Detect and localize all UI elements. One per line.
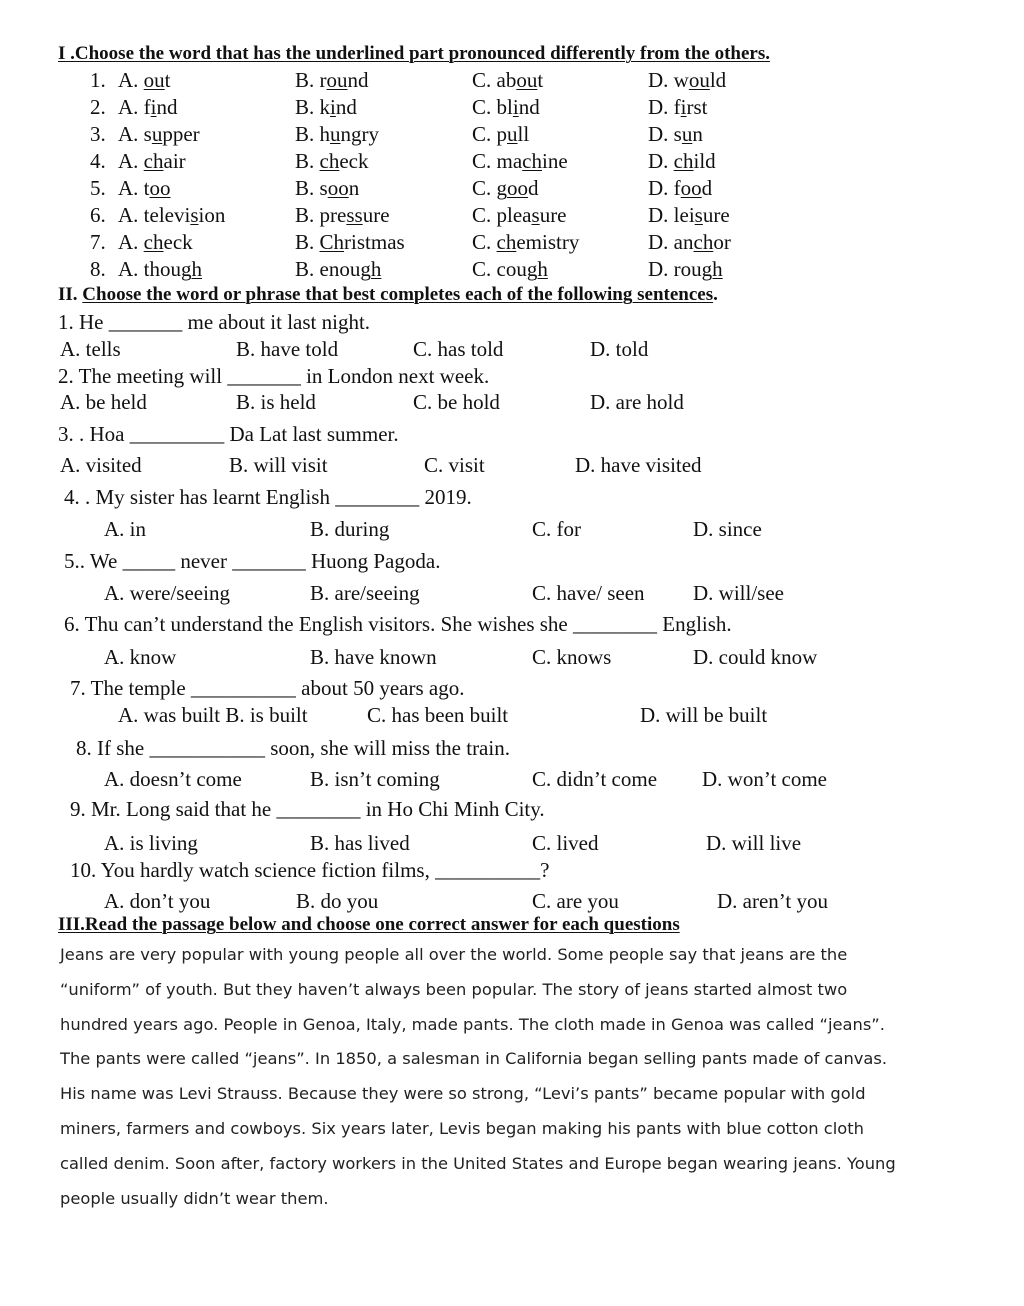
option-letter: C. [472, 68, 492, 92]
answer-option[interactable]: B. will visit [229, 453, 328, 477]
reading-passage [60, 938, 950, 1216]
option-letter: B. [295, 176, 315, 200]
word-prefix: ma [496, 149, 523, 173]
answer-option[interactable]: A. be held [60, 390, 147, 414]
answer-option[interactable] [648, 232, 731, 253]
answer-option[interactable]: D. aren’t you [717, 889, 828, 913]
question-number: 5. [90, 176, 106, 200]
option-letter: A. [118, 68, 139, 92]
option-letter: B. [295, 149, 315, 173]
word-suffix: n [348, 176, 360, 200]
answer-option[interactable] [295, 205, 390, 226]
word-prefix: s [673, 122, 682, 146]
question-number: 4. [90, 149, 106, 173]
word-prefix: k [319, 95, 331, 119]
underlined-sound: u [507, 122, 518, 146]
option-letter: C. [472, 122, 492, 146]
word-suffix: emistry [516, 230, 580, 254]
word-suffix: ine [542, 149, 568, 173]
underlined-sound: i [330, 95, 336, 119]
answer-option[interactable]: D. have visited [575, 453, 702, 477]
answer-option[interactable]: D. will/see [693, 581, 784, 605]
option-letter: A. [118, 176, 139, 200]
answer-option[interactable]: A. visited [60, 453, 142, 477]
underlined-sound: s [531, 203, 540, 227]
word-prefix: p [496, 122, 508, 146]
answer-option[interactable]: C. knows [532, 645, 612, 669]
answer-option[interactable] [118, 178, 171, 199]
word-suffix: t [537, 68, 544, 92]
option-letter: C. [472, 230, 492, 254]
word-prefix: r [319, 68, 327, 92]
answer-option[interactable] [648, 70, 726, 91]
answer-option[interactable]: C. have/ seen [532, 581, 645, 605]
underlined-sound: i [680, 95, 687, 119]
word-suffix: ure [702, 203, 730, 227]
answer-option[interactable] [118, 232, 193, 253]
answer-option[interactable]: B. isn’t coming [310, 767, 440, 791]
option-letter: C. [472, 257, 492, 281]
answer-option[interactable] [648, 178, 712, 199]
underlined-sound: ou [516, 68, 538, 92]
answer-option[interactable]: D. since [693, 517, 762, 541]
question-text: 4. . My sister has learnt English ________ 2019. [64, 485, 472, 509]
answer-option[interactable]: D. won’t come [702, 767, 828, 791]
underlined-sound: ch [143, 149, 164, 173]
word-prefix: bl [496, 95, 513, 119]
answer-option[interactable]: B. have told [236, 337, 339, 361]
option-letter: A. [118, 203, 139, 227]
answer-option[interactable] [118, 259, 202, 280]
answer-option[interactable] [472, 124, 529, 145]
underlined-sound: i [512, 95, 519, 119]
answer-option[interactable]: C. for [532, 517, 581, 541]
word-suffix: ngry [340, 122, 380, 146]
answer-option[interactable]: D. will live [706, 831, 802, 855]
option-letter: D. [648, 257, 669, 281]
word-suffix: or [713, 230, 731, 254]
question-number: 2. [90, 95, 106, 119]
answer-option[interactable] [295, 97, 357, 118]
answer-option[interactable] [295, 259, 381, 280]
word-suffix: ild [693, 149, 716, 173]
underlined-sound: oo [327, 176, 349, 200]
passage-line: The pants were called “jeans”. In 1850, a salesman in California began selling pants made of canvas. [60, 1049, 888, 1069]
answer-option[interactable]: C. be hold [413, 390, 500, 414]
answer-option[interactable] [118, 124, 200, 145]
option-letter: D. [648, 149, 669, 173]
word-suffix: nd [347, 68, 369, 92]
word-prefix: w [673, 68, 689, 92]
answer-option[interactable]: B. during [310, 517, 390, 541]
answer-option[interactable] [472, 151, 568, 172]
word-suffix: nd [335, 95, 357, 119]
word-suffix: nd [518, 95, 540, 119]
option-letter: A. [118, 149, 139, 173]
underlined-sound: u [681, 122, 693, 146]
word-prefix: h [319, 122, 331, 146]
answer-option[interactable]: A. tells [60, 337, 121, 361]
option-letter: C. [472, 203, 492, 227]
option-letter: B. [295, 257, 315, 281]
answer-option[interactable]: D. told [590, 337, 649, 361]
underlined-sound: u [151, 122, 163, 146]
option-letter: A. [118, 257, 139, 281]
answer-option[interactable]: B. is held [236, 390, 316, 414]
question-number: 8. [90, 257, 106, 281]
underlined-sound: s [694, 203, 703, 227]
answer-option[interactable]: C. lived [532, 831, 599, 855]
word-suffix: rst [686, 95, 708, 119]
answer-option[interactable]: B. are/seeing [310, 581, 420, 605]
underlined-sound: ch [143, 230, 164, 254]
underlined-sound: gh [181, 257, 203, 281]
option-letter: D. [648, 95, 669, 119]
answer-option[interactable] [118, 70, 171, 91]
word-suffix: air [163, 149, 186, 173]
option-letter: B. [295, 230, 315, 254]
answer-option[interactable]: B. have known [310, 645, 437, 669]
passage-line: Jeans are very popular with young people all over the world. Some people say that jeans are the [60, 945, 848, 964]
question-text: 8. If she ___________ soon, she will miss the train. [76, 736, 510, 760]
question-number: 3. [90, 122, 106, 146]
answer-option[interactable] [472, 259, 548, 280]
word-prefix: s [143, 122, 152, 146]
word-prefix: f [673, 95, 681, 119]
answer-option[interactable] [648, 205, 730, 226]
word-prefix: thou [143, 257, 182, 281]
option-letter: C. [472, 176, 492, 200]
option-letter: B. [295, 203, 315, 227]
question-text: 3. . Hoa _________ Da Lat last summer. [58, 422, 399, 446]
word-suffix: eck [163, 230, 193, 254]
answer-option[interactable]: A. in [104, 517, 146, 541]
passage-line: His name was Levi Strauss. Because they were so strong, “Levi’s pants” became popular with gold [60, 1084, 866, 1104]
underlined-sound: i [150, 95, 157, 119]
underlined-sound: Ch [319, 230, 345, 254]
answer-option[interactable] [472, 178, 539, 199]
passage-line: called denim. Soon after, factory workers in the United States and Europe began wearing jeans. Young [60, 1153, 896, 1173]
answer-option[interactable] [472, 70, 543, 91]
answer-option[interactable] [295, 232, 405, 253]
section-1-title: I .Choose the word that has the underlined part pronounced differently from the others. [58, 43, 770, 64]
answer-option[interactable] [295, 70, 369, 91]
option-letter: B. [295, 122, 315, 146]
answer-option[interactable]: D. could know [693, 645, 818, 669]
answer-option[interactable] [118, 205, 225, 226]
answer-option[interactable] [472, 232, 579, 253]
word-prefix: lei [673, 203, 695, 227]
section-3-title: III.Read the passage below and choose one correct answer for each questions [58, 914, 680, 935]
word-suffix: d [701, 176, 713, 200]
underlined-sound: ch [673, 149, 694, 173]
word-prefix: f [673, 176, 681, 200]
section-2-title-text: Choose the word or phrase that best completes each of the following sentences [82, 284, 714, 305]
underlined-sound: ss [346, 203, 363, 227]
underlined-sound: oo [507, 176, 529, 200]
question-number: 7. [90, 230, 106, 254]
option-letter: A. [118, 95, 139, 119]
question-number: 1. [90, 68, 106, 92]
answer-option[interactable] [648, 124, 703, 145]
option-letter: D. [648, 176, 669, 200]
answer-option[interactable] [118, 97, 178, 118]
question-text: 2. The meeting will _______ in London next week. [58, 364, 490, 388]
option-letter: C. [472, 95, 492, 119]
underlined-sound: gh [701, 257, 723, 281]
option-letter: D. [648, 203, 669, 227]
option-letter: B. [295, 95, 315, 119]
answer-option[interactable]: D. are hold [590, 390, 684, 414]
word-prefix: rou [673, 257, 702, 281]
underlined-sound: oo [680, 176, 702, 200]
question-text: 5.. We _____ never _______ Huong Pagoda. [64, 549, 441, 573]
option-letter: A. [118, 122, 139, 146]
answer-option[interactable]: A. don’t you [104, 889, 211, 913]
underlined-sound: oo [149, 176, 171, 200]
answer-option[interactable] [295, 178, 359, 199]
question-text: 9. Mr. Long said that he ________ in Ho Chi Minh City. [70, 797, 545, 821]
word-suffix: pper [162, 122, 200, 146]
underlined-sound: ch [522, 149, 542, 173]
passage-line: hundred years ago. People in Genoa, Italy, made pants. The cloth made in Genoa was called “jeans”. [60, 1014, 885, 1034]
word-suffix: t [164, 68, 171, 92]
underlined-sound: ch [496, 230, 517, 254]
answer-option[interactable] [472, 97, 540, 118]
word-prefix: f [143, 95, 151, 119]
underlined-sound: ou [326, 68, 348, 92]
word-suffix: ll [517, 122, 530, 146]
word-prefix: s [319, 176, 328, 200]
underlined-sound: ch [693, 230, 714, 254]
answer-option[interactable] [295, 151, 369, 172]
option-letter: D. [648, 230, 669, 254]
passage-line: people usually didn’t wear them. [60, 1188, 329, 1208]
word-prefix: plea [496, 203, 532, 227]
word-suffix: ld [709, 68, 727, 92]
word-prefix: ab [496, 68, 517, 92]
underlined-sound: ou [688, 68, 710, 92]
option-letter: A. [118, 230, 139, 254]
answer-option[interactable]: B. do you [296, 889, 379, 913]
word-suffix: n [692, 122, 703, 146]
underlined-sound: ch [319, 149, 340, 173]
word-prefix: pre [319, 203, 347, 227]
question-text: 6. Thu can’t understand the English visitors. She wishes she ________ English. [64, 612, 732, 636]
underlined-sound: ou [143, 68, 165, 92]
answer-option[interactable]: D. will be built [640, 703, 768, 727]
answer-option[interactable] [648, 259, 723, 280]
word-suffix: ure [539, 203, 567, 227]
question-text: 10. You hardly watch science fiction films, __________? [70, 858, 550, 882]
answer-option[interactable] [648, 97, 708, 118]
answer-option[interactable]: C. has told [413, 337, 504, 361]
answer-option[interactable]: A. know [104, 645, 177, 669]
word-suffix: ure [362, 203, 390, 227]
question-number: 6. [90, 203, 106, 227]
answer-option[interactable]: C. are you [532, 889, 619, 913]
word-suffix: nd [156, 95, 178, 119]
word-prefix: cou [496, 257, 527, 281]
word-suffix: ristmas [344, 230, 405, 254]
answer-option[interactable] [648, 151, 716, 172]
underlined-sound: s [190, 203, 199, 227]
word-suffix: d [528, 176, 539, 200]
section-2-title-period: . [713, 284, 718, 305]
answer-option[interactable] [295, 124, 379, 145]
question-text: 1. He _______ me about it last night. [58, 310, 371, 334]
word-prefix: televi [143, 203, 191, 227]
answer-option[interactable]: C. visit [424, 453, 485, 477]
underlined-sound: u [330, 122, 341, 146]
answer-option[interactable] [472, 205, 567, 226]
answer-option[interactable]: A. is living [104, 831, 198, 855]
passage-line: “uniform” of youth. But they haven’t always been popular. The story of jeans started almost two [60, 979, 848, 999]
underlined-sound: gh [526, 257, 548, 281]
answer-option[interactable]: C. didn’t come [532, 767, 658, 791]
section-2-title [58, 285, 718, 304]
option-letter: D. [648, 68, 669, 92]
word-prefix: enou [319, 257, 361, 281]
answer-option[interactable]: C. has been built [367, 703, 509, 727]
word-prefix: g [496, 176, 508, 200]
answer-option[interactable] [118, 151, 186, 172]
underlined-sound: gh [360, 257, 382, 281]
answer-option[interactable]: B. has lived [310, 831, 410, 855]
word-prefix: t [143, 176, 150, 200]
passage-line: miners, farmers and cowboys. Six years later, Levis began making his pants with blue cotton cloth [60, 1118, 864, 1138]
answer-option[interactable]: A. doesn’t come [104, 767, 242, 791]
answer-option[interactable]: A. was built B. is built [118, 703, 308, 727]
option-letter: B. [295, 68, 315, 92]
option-letter: D. [648, 122, 669, 146]
answer-option[interactable]: A. were/seeing [104, 581, 230, 605]
question-text: 7. The temple __________ about 50 years ago. [70, 676, 465, 700]
word-suffix: eck [339, 149, 369, 173]
section-2-numeral: II. [58, 284, 83, 305]
word-suffix: ion [198, 203, 226, 227]
option-letter: C. [472, 149, 492, 173]
word-prefix: an [673, 230, 694, 254]
